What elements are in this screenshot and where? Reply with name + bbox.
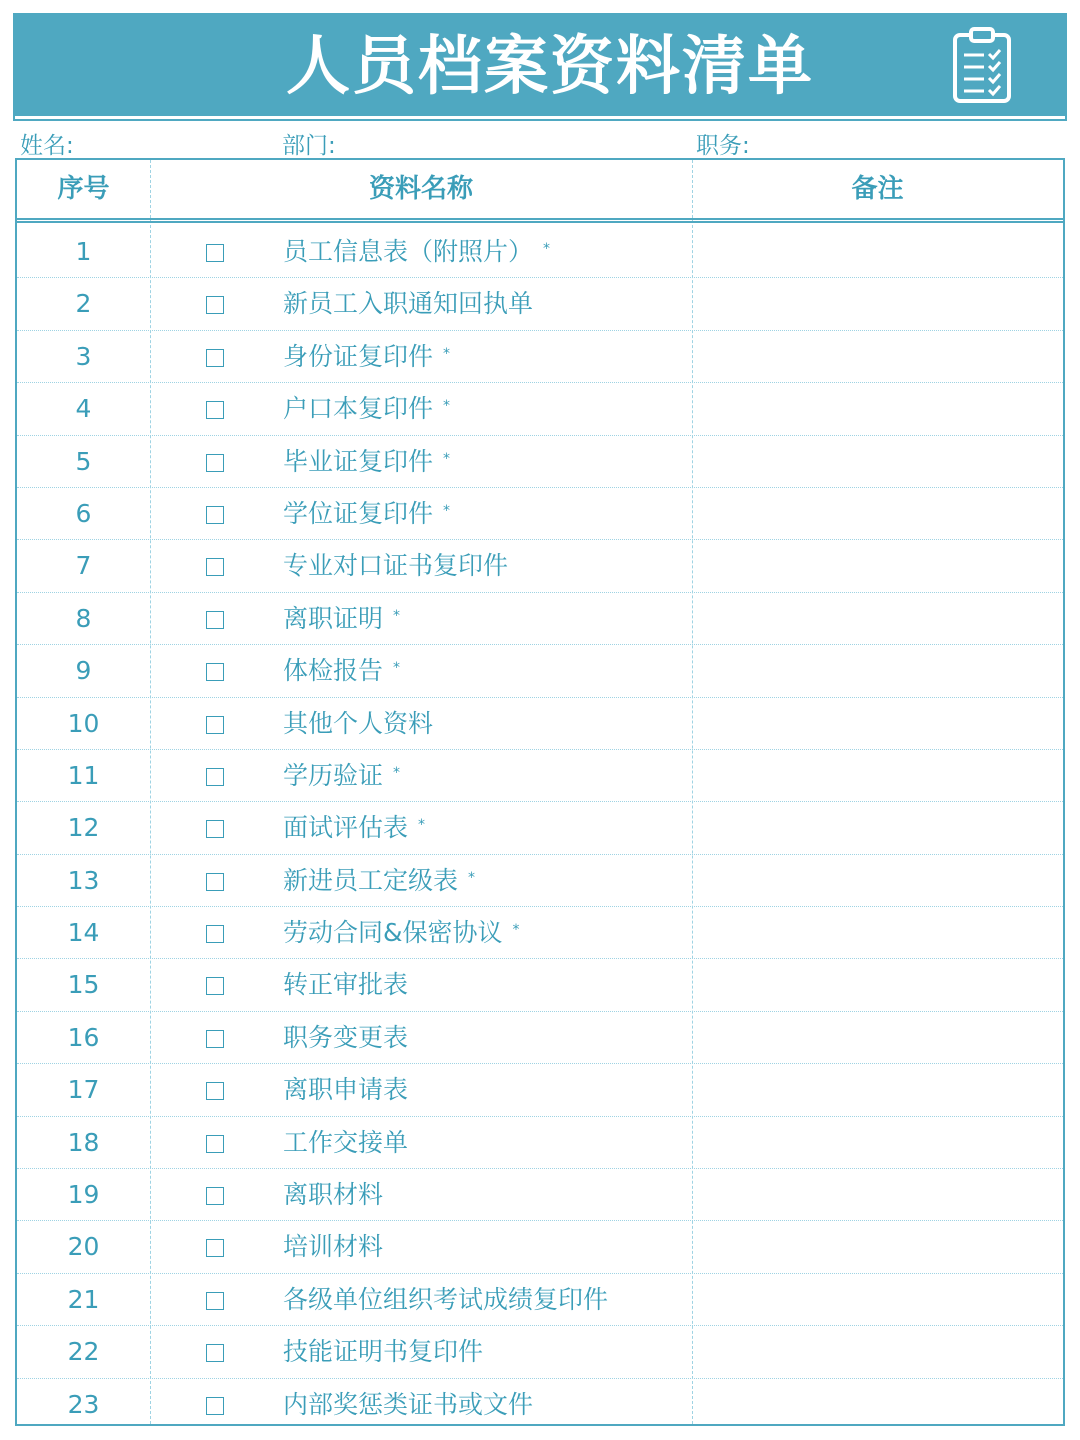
remarks-cell[interactable] <box>693 959 1063 1011</box>
remarks-cell[interactable] <box>693 488 1063 540</box>
required-mark: * <box>393 660 401 677</box>
document-name: 工作交接单 <box>283 1127 409 1157</box>
table-row <box>17 1326 1063 1378</box>
table-row <box>17 855 1063 907</box>
checkbox[interactable] <box>206 296 224 314</box>
row-number: 11 <box>67 760 100 790</box>
document-name: 各级单位组织考试成绩复印件 <box>283 1284 609 1314</box>
row-number: 10 <box>67 708 100 738</box>
row-number: 3 <box>75 341 92 371</box>
document-name-cell <box>283 1221 383 1273</box>
remarks-cell[interactable] <box>693 540 1063 592</box>
document-name-cell <box>283 1117 408 1169</box>
table-row <box>17 1117 1063 1169</box>
document-name-cell <box>283 1169 383 1221</box>
checkbox[interactable] <box>206 558 224 576</box>
row-number: 17 <box>67 1075 100 1105</box>
document-name-cell <box>283 383 450 435</box>
document-name-cell <box>283 855 475 907</box>
required-mark: * <box>468 869 476 886</box>
table-row <box>17 226 1063 278</box>
document-name: 毕业证复印件 <box>283 446 434 476</box>
document-name: 新员工入职通知回执单 <box>283 289 534 319</box>
document-name: 劳动合同&保密协议 <box>283 918 503 948</box>
checkbox[interactable] <box>206 611 224 629</box>
remarks-cell[interactable] <box>693 1326 1063 1378</box>
table-header <box>17 160 1063 223</box>
document-checklist-table <box>15 158 1065 1426</box>
required-mark: * <box>418 817 426 834</box>
page-title: 人员档案资料清单 <box>286 30 814 104</box>
remarks-cell[interactable] <box>693 1064 1063 1116</box>
document-name: 体检报告 <box>283 656 384 686</box>
remarks-cell[interactable] <box>693 1379 1063 1431</box>
checkbox[interactable] <box>206 454 224 472</box>
required-mark: * <box>443 450 451 467</box>
header-document-name: 资料名称 <box>368 174 473 204</box>
document-name-cell <box>283 1012 408 1064</box>
remarks-cell[interactable] <box>693 1221 1063 1273</box>
document-name: 职务变更表 <box>283 1022 409 1052</box>
required-mark: * <box>443 502 451 519</box>
document-name-cell <box>283 1274 608 1326</box>
document-name: 专业对口证书复印件 <box>283 551 509 581</box>
row-number: 12 <box>67 813 100 843</box>
row-number: 8 <box>75 603 92 633</box>
required-mark: * <box>443 398 451 415</box>
header-remarks: 备注 <box>851 174 904 204</box>
table-row <box>17 645 1063 697</box>
row-number: 16 <box>67 1022 100 1052</box>
document-name-cell <box>283 1379 533 1431</box>
checkbox[interactable] <box>206 1030 224 1048</box>
document-name-cell <box>283 802 425 854</box>
checkbox[interactable] <box>206 820 224 838</box>
remarks-cell[interactable] <box>693 593 1063 645</box>
checkbox[interactable] <box>206 716 224 734</box>
checkbox[interactable] <box>206 1187 224 1205</box>
remarks-cell[interactable] <box>693 1117 1063 1169</box>
row-number: 18 <box>67 1127 100 1157</box>
table-body <box>17 226 1063 1431</box>
row-number: 14 <box>67 918 100 948</box>
row-number: 20 <box>67 1232 100 1262</box>
checkbox[interactable] <box>206 1239 224 1257</box>
table-row <box>17 1274 1063 1326</box>
checkbox[interactable] <box>206 925 224 943</box>
document-name: 学位证复印件 <box>283 498 434 528</box>
table-row <box>17 1221 1063 1273</box>
document-name: 技能证明书复印件 <box>283 1337 484 1367</box>
row-number: 6 <box>75 498 92 528</box>
table-row <box>17 750 1063 802</box>
document-name-cell <box>283 331 450 383</box>
table-row <box>17 802 1063 854</box>
document-name-cell <box>283 278 533 330</box>
checkbox[interactable] <box>206 401 224 419</box>
row-number: 22 <box>67 1337 100 1367</box>
checkbox[interactable] <box>206 1397 224 1415</box>
table-row <box>17 1169 1063 1221</box>
row-number: 2 <box>75 289 92 319</box>
table-row <box>17 593 1063 645</box>
row-number: 5 <box>75 446 92 476</box>
document-name: 转正审批表 <box>283 970 409 1000</box>
remarks-cell[interactable] <box>693 331 1063 383</box>
header-number: 序号 <box>57 174 110 204</box>
table-row <box>17 331 1063 383</box>
table-row <box>17 278 1063 330</box>
row-number: 21 <box>67 1284 100 1314</box>
remarks-cell[interactable] <box>693 907 1063 959</box>
document-name: 面试评估表 <box>283 813 409 843</box>
title-banner <box>15 15 1065 119</box>
document-name: 其他个人资料 <box>283 708 434 738</box>
row-number: 1 <box>75 237 92 266</box>
remarks-cell[interactable] <box>693 750 1063 802</box>
remarks-cell[interactable] <box>693 855 1063 907</box>
document-name-cell <box>283 698 433 750</box>
document-name-cell <box>283 750 400 802</box>
checkbox[interactable] <box>206 244 224 262</box>
remarks-cell[interactable] <box>693 278 1063 330</box>
document-name-cell <box>283 593 400 645</box>
remarks-cell[interactable] <box>693 1012 1063 1064</box>
clipboard-checklist-icon <box>951 25 1013 105</box>
document-name: 学历验证 <box>283 760 384 790</box>
position-label: 职务: <box>696 133 750 159</box>
remarks-cell[interactable] <box>693 1274 1063 1326</box>
checkbox[interactable] <box>206 663 224 681</box>
document-name-cell <box>283 488 450 540</box>
document-name: 户口本复印件 <box>283 394 434 424</box>
checkbox[interactable] <box>206 977 224 995</box>
checkbox[interactable] <box>206 1344 224 1362</box>
row-number: 19 <box>67 1180 100 1210</box>
table-row <box>17 959 1063 1011</box>
name-label: 姓名: <box>20 133 74 159</box>
table-row <box>17 907 1063 959</box>
checkbox[interactable] <box>206 349 224 367</box>
required-mark: * <box>443 345 451 362</box>
required-mark: * <box>393 607 401 624</box>
remarks-cell[interactable] <box>693 383 1063 435</box>
checkbox[interactable] <box>206 768 224 786</box>
table-row <box>17 1064 1063 1116</box>
table-row <box>17 540 1063 592</box>
row-number: 23 <box>67 1389 100 1419</box>
document-name: 离职申请表 <box>283 1075 409 1105</box>
document-name-cell <box>283 1326 483 1378</box>
remarks-cell[interactable] <box>693 645 1063 697</box>
checkbox[interactable] <box>206 506 224 524</box>
document-name-cell <box>283 436 450 488</box>
remarks-cell[interactable] <box>693 698 1063 750</box>
required-mark: * <box>393 764 401 781</box>
remarks-cell[interactable] <box>693 1169 1063 1221</box>
table-row <box>17 383 1063 435</box>
document-name: 培训材料 <box>283 1232 384 1262</box>
table-row <box>17 436 1063 488</box>
row-number: 13 <box>67 865 100 895</box>
table-row <box>17 488 1063 540</box>
row-number: 9 <box>75 656 92 686</box>
remarks-cell[interactable] <box>693 802 1063 854</box>
document-name-cell <box>283 907 520 959</box>
checkbox[interactable] <box>206 1135 224 1153</box>
document-name: 内部奖惩类证书或文件 <box>283 1389 534 1419</box>
required-mark: * <box>512 922 520 939</box>
table-row <box>17 698 1063 750</box>
checkbox[interactable] <box>206 1082 224 1100</box>
row-number: 7 <box>75 551 92 581</box>
employee-info-row <box>15 122 1065 160</box>
document-name: 离职材料 <box>283 1180 384 1210</box>
document-name: 身份证复印件 <box>283 341 434 371</box>
document-name: 新进员工定级表 <box>283 865 459 895</box>
checkbox[interactable] <box>206 1292 224 1310</box>
document-name-cell <box>283 959 408 1011</box>
row-number: 4 <box>75 394 92 424</box>
row-number: 15 <box>67 970 100 1000</box>
document-name-cell <box>283 645 400 697</box>
document-name-cell <box>283 1064 408 1116</box>
document-name-cell <box>283 226 550 278</box>
table-row <box>17 1012 1063 1064</box>
remarks-cell[interactable] <box>693 436 1063 488</box>
document-name-cell <box>283 540 508 592</box>
document-name: 员工信息表（附照片） <box>283 237 534 266</box>
required-mark: * <box>543 241 551 257</box>
document-name: 离职证明 <box>283 603 384 633</box>
checkbox[interactable] <box>206 873 224 891</box>
department-label: 部门: <box>282 133 336 159</box>
table-row <box>17 1379 1063 1431</box>
remarks-cell[interactable] <box>693 226 1063 278</box>
